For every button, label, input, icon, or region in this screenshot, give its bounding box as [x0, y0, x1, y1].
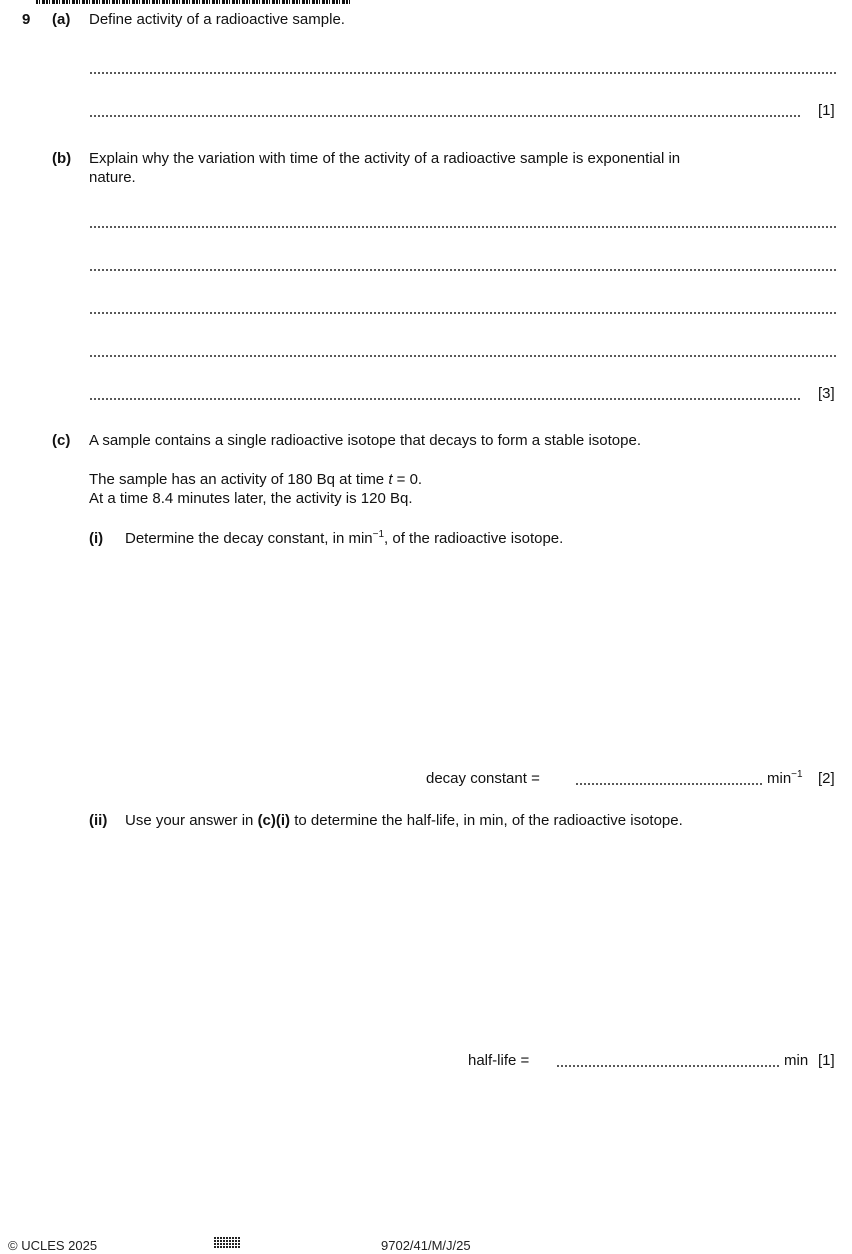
answer-line-a-2[interactable]: [89, 115, 802, 117]
answer-line-a-1[interactable]: [89, 72, 838, 74]
part-c-info-line1: The sample has an activity of 180 Bq at time t = 0.: [89, 471, 423, 488]
sub-ii-prompt: Use your answer in (c)(i) to determine the half-life, in min, of the radioactive isotope.: [125, 812, 683, 829]
sub-i-label: (i): [89, 530, 104, 547]
part-c-intro: A sample contains a single radioactive isotope that decays to form a stable isotope.: [89, 432, 641, 449]
part-a-prompt: Define activity of a radioactive sample.: [89, 11, 345, 28]
sub-ii-label: (ii): [89, 812, 108, 829]
part-b-prompt-line1: Explain why the variation with time of the activity of a radioactive sample is exponential in: [89, 150, 681, 167]
question-number: 9: [22, 11, 31, 28]
half-life-unit: min: [784, 1052, 809, 1069]
part-a-label: (a): [52, 11, 71, 28]
footer-copyright: © UCLES 2025: [8, 1238, 98, 1253]
part-c-info-line2: At a time 8.4 minutes later, the activity is 120 Bq.: [89, 490, 413, 507]
sub-ii-marks: [1]: [818, 1052, 835, 1069]
footer-qr-code: [214, 1236, 240, 1248]
answer-line-b-1[interactable]: [89, 226, 838, 228]
half-life-answer-label: half-life =: [468, 1052, 530, 1069]
answer-line-b-5[interactable]: [89, 398, 802, 400]
sub-i-marks: [2]: [818, 770, 835, 787]
decay-constant-answer-line[interactable]: [575, 783, 764, 785]
sub-i-prompt: Determine the decay constant, in $\min^{-1}$, of the radioactive isotope.: [125, 529, 564, 547]
part-a-marks: [1]: [818, 102, 835, 119]
top-barcode: [36, 0, 352, 4]
part-b-label: (b): [52, 150, 72, 167]
part-c-label: (c): [52, 432, 71, 449]
decay-constant-unit: $\min^{-1}$: [767, 769, 803, 787]
half-life-answer-line[interactable]: [556, 1065, 781, 1067]
footer-paper-code: 9702/41/M/J/25: [381, 1238, 471, 1253]
part-b-marks: [3]: [818, 385, 835, 402]
part-b-prompt-line2: nature.: [89, 169, 136, 186]
working-space-ii[interactable]: [125, 842, 835, 1042]
part-c-info: [89, 470, 422, 508]
answer-line-b-2[interactable]: [89, 269, 838, 271]
answer-line-b-4[interactable]: [89, 355, 838, 357]
answer-line-b-3[interactable]: [89, 312, 838, 314]
decay-constant-answer-label: decay constant =: [426, 770, 540, 787]
working-space-i[interactable]: [125, 560, 835, 760]
